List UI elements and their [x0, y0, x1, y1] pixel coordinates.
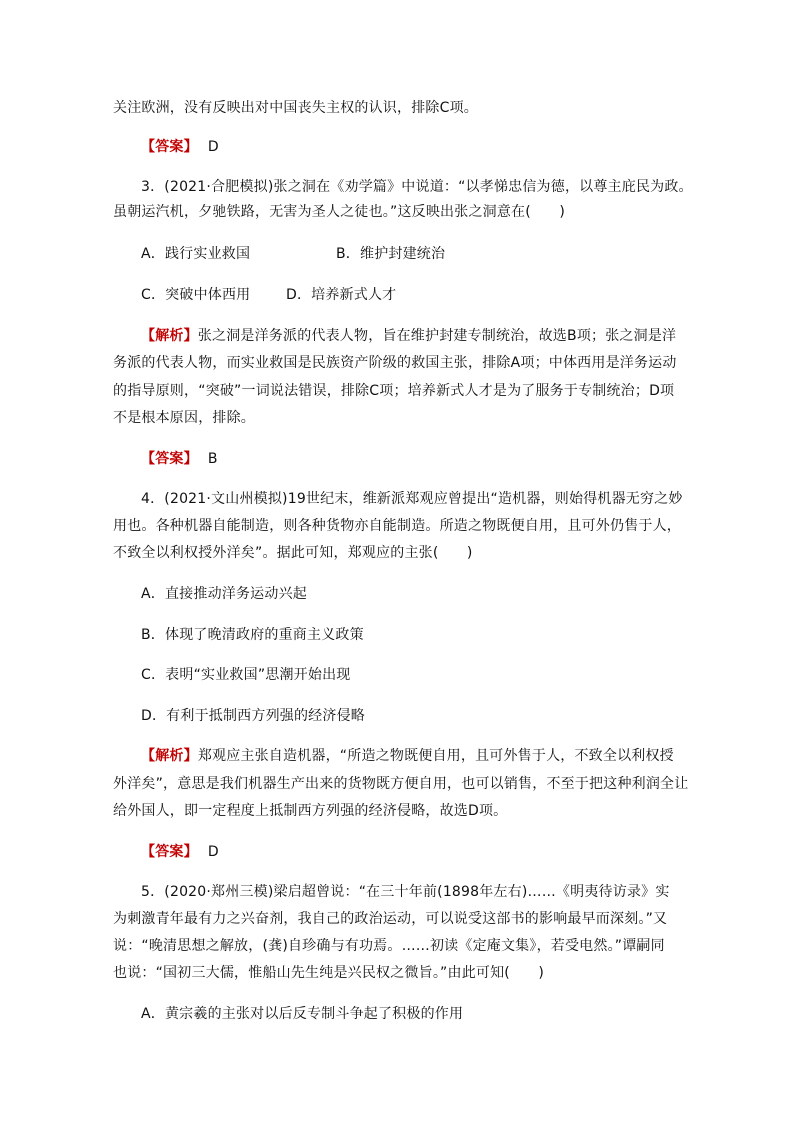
option-b: B．维护封建统治 — [336, 246, 446, 262]
question-5-line-1: 5．(2020·郑州三模)梁启超曾说：“在三十年前(1898年左右)……《明夷待访录》实 — [141, 884, 670, 900]
answer-value: D — [207, 844, 219, 860]
question-3-line-2: 虽朝运汽机，夕驰铁路，无害为圣人之徒也。”这反映出张之洞意在( ) — [113, 204, 565, 220]
analysis-tag: 【解析】 — [141, 328, 198, 344]
option-c: C．突破中体西用 — [141, 287, 251, 303]
analysis-line: 务派的代表人物，而实业救国是民族资产阶级的救国主张，排除A项；中体西用是洋务运动 — [113, 355, 677, 371]
option-b: B．体现了晚清政府的重商主义政策 — [141, 627, 364, 643]
option-a: A．践行实业救国 — [141, 246, 251, 262]
question-5-line-2: 为刺激青年最有力之兴奋剂，我自己的政治运动，可以说受这部书的影响最早而深刻。”又 — [113, 911, 668, 927]
answer-value: B — [207, 451, 218, 467]
question-4-line-1: 4．(2021·文山州模拟)19世纪末，维新派郑观应曾提出“造机器，则始得机器无穷之妙 — [141, 491, 683, 507]
analysis-tag: 【解析】 — [141, 748, 198, 764]
analysis-line: 给外国人，即一定程度上抵制西方列强的经济侵略，故选D项。 — [113, 803, 508, 819]
option-a: A．黄宗羲的主张对以后反专制斗争起了积极的作用 — [141, 1006, 464, 1022]
question-5-line-4: 也说：“国初三大儒，惟船山先生纯是兴民权之微旨。”由此可知( ) — [113, 965, 545, 981]
option-row — [141, 285, 721, 305]
question-4-line-3: 不致全以利权授外洋矣”。据此可知，郑观应的主张( ) — [113, 545, 473, 561]
option-row — [141, 244, 721, 264]
analysis-line: 不是根本原因，排除。 — [113, 410, 255, 426]
analysis-line: 外洋矣”，意思是我们机器生产出来的货物既方便自用，也可以销售，不至于把这种利润全让 — [113, 776, 689, 792]
question-3-line-1: 3．(2021·合肥模拟)张之洞在《劝学篇》中说道：“以孝悌忠信为德，以尊主庇民为政。 — [141, 179, 693, 195]
option-d: D．有利于抵制西方列强的经济侵略 — [141, 708, 365, 724]
option-d: D．培养新式人才 — [286, 287, 397, 303]
answer-line — [141, 137, 721, 157]
analysis-text: 郑观应主张自造机器，“所造之物既便自用，且可外售于人，不致全以利权授 — [197, 748, 674, 764]
analysis-line — [141, 746, 721, 766]
question-4-line-2: 用也。各种机器自能制造，则各种货物亦自能制造。所造之物既便自用，且可外仍售于人， — [113, 518, 681, 534]
answer-value: D — [207, 139, 219, 155]
paragraph-line: 关注欧洲，没有反映出对中国丧失主权的认识，排除C项。 — [113, 100, 478, 116]
answer-line — [141, 842, 721, 862]
analysis-line — [141, 326, 721, 346]
option-a: A．直接推动洋务运动兴起 — [141, 586, 307, 602]
answer-line — [141, 449, 721, 469]
answer-tag: 【答案】 — [141, 139, 198, 155]
option-c: C．表明“实业救国”思潮开始出现 — [141, 667, 351, 683]
analysis-line: 的指导原则，“突破”一词说法错误，排除C项；培养新式人才是为了服务于专制统治；D项 — [113, 383, 675, 399]
answer-tag: 【答案】 — [141, 451, 198, 467]
answer-tag: 【答案】 — [141, 844, 198, 860]
question-5-line-3: 说：“晚清思想之解放，(龚)自珍确与有功焉。……初读《定庵文集》，若受电然。”谭嗣同 — [113, 938, 665, 954]
analysis-text: 张之洞是洋务派的代表人物，旨在维护封建专制统治，故选B项；张之洞是洋 — [197, 328, 677, 344]
